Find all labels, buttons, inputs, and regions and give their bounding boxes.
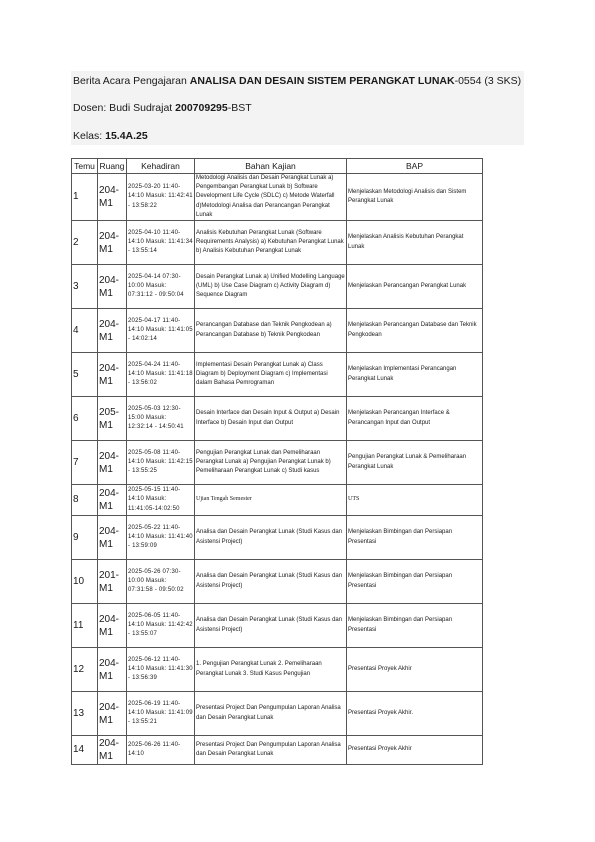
table-row <box>72 265 483 309</box>
attendance-cell: 2025-05-22 11:40-14:10 Masuk: 11:41:40 - 13:59:09 <box>127 516 195 560</box>
room-cell: 204-M1 <box>98 516 127 560</box>
attendance-cell: 2025-05-26 07:30-10:00 Masuk: 07:31:58 - 09:50:02 <box>127 560 195 604</box>
topic-cell: 1. Pengujian Perangkat Lunak 2. Pemeliharaan Perangkat Lunak 3. Studi Kasus Pengujian <box>195 648 347 692</box>
meeting-number: 1 <box>72 174 98 221</box>
bap-cell: Menjelaskan Analisis Kebutuhan Perangkat Lunak <box>347 221 483 265</box>
teaching-record-table <box>71 158 483 765</box>
room-cell: 204-M1 <box>98 441 127 485</box>
room-cell: 204-M1 <box>98 604 127 648</box>
table-row <box>72 309 483 353</box>
room-cell: 204-M1 <box>98 265 127 309</box>
class-code: 15.4A.25 <box>105 130 148 142</box>
attendance-cell: 2025-04-24 11:40-14:10 Masuk: 11:41:18 - 13:56:02 <box>127 353 195 397</box>
meeting-number: 7 <box>72 441 98 485</box>
room-cell: 205-M1 <box>98 397 127 441</box>
bap-cell: Menjelaskan Perancangan Perangkat Lunak <box>347 265 483 309</box>
report-header <box>71 71 524 145</box>
meeting-number: 12 <box>72 648 98 692</box>
table-header-row <box>72 159 483 174</box>
topic-cell: Metodologi Analisis dan Desain Perangkat Lunak a) Pengembangan Perangkat Lunak b) Software Development Life Cycle (SDLC) c) Metode Waterfall d)Metodologi Analisa dan Perancangan Perangkat Lunak <box>195 174 347 221</box>
topic-cell: Presentasi Project Dan Pengumpulan Laporan Analisa dan Desain Perangkat Lunak <box>195 692 347 736</box>
topic-cell: Desain Perangkat Lunak a) Unified Modelling Language (UML) b) Use Case Diagram c) Activity Diagram d) Sequence Diagram <box>195 265 347 309</box>
topic-cell: Ujian Tengah Semester <box>195 485 347 516</box>
attendance-cell: 2025-03-20 11:40-14:10 Masuk: 11:42:41 - 13:58:22 <box>127 174 195 221</box>
bap-cell: Menjelaskan Bimbingan dan Persiapan Presentasi <box>347 516 483 560</box>
room-cell: 204-M1 <box>98 485 127 516</box>
bap-cell: Menjelaskan Perancangan Interface & Perancangan Input dan Output <box>347 397 483 441</box>
report-title: Berita Acara Pengajaran ANALISA DAN DESAIN SISTEM PERANGKAT LUNAK-0554 (3 SKS) <box>73 75 522 87</box>
topic-cell: Implementasi Desain Perangkat Lunak a) Class Diagram b) Deployment Diagram c) Implementasi dalam Bahasa Pemrograman <box>195 353 347 397</box>
attendance-cell: 2025-06-26 11:40-14:10 <box>127 736 195 765</box>
bap-cell: Presentasi Proyek Akhir <box>347 736 483 765</box>
table-row <box>72 516 483 560</box>
attendance-cell: 2025-05-08 11:40-14:10 Masuk: 11:42:15 - 13:55:25 <box>127 441 195 485</box>
attendance-cell: 2025-05-03 12:30-15:00 Masuk: 12:32:14 - 14:50:41 <box>127 397 195 441</box>
table-row <box>72 174 483 221</box>
meeting-number: 13 <box>72 692 98 736</box>
attendance-cell: 2025-06-19 11:40-14:10 Masuk: 11:41:09 - 13:55:21 <box>127 692 195 736</box>
topic-cell: Analisa dan Desain Perangkat Lunak (Studi Kasus dan Asistensi Project) <box>195 560 347 604</box>
col-header-bahan-kajian: Bahan Kajian <box>195 159 347 174</box>
topic-cell: Analisa dan Desain Perangkat Lunak (Studi Kasus dan Asistensi Project) <box>195 516 347 560</box>
table-row <box>72 692 483 736</box>
topic-cell: Desain Interface dan Desain Input & Output a) Desain Interface b) Desain Input dan Output <box>195 397 347 441</box>
table-row <box>72 221 483 265</box>
attendance-cell: 2025-04-14 07:30-10:00 Masuk: 07:31:12 - 09:50:04 <box>127 265 195 309</box>
table-row <box>72 353 483 397</box>
table-row <box>72 397 483 441</box>
col-header-bap: BAP <box>347 159 483 174</box>
attendance-cell: 2025-04-10 11:40-14:10 Masuk: 11:41:34 - 13:55:14 <box>127 221 195 265</box>
course-name: ANALISA DAN DESAIN SISTEM PERANGKAT LUNAK <box>189 75 455 87</box>
meeting-number: 2 <box>72 221 98 265</box>
room-cell: 204-M1 <box>98 353 127 397</box>
room-cell: 204-M1 <box>98 221 127 265</box>
col-header-kehadiran: Kehadiran <box>127 159 195 174</box>
meeting-number: 6 <box>72 397 98 441</box>
meeting-number: 5 <box>72 353 98 397</box>
col-header-ruang: Ruang <box>98 159 127 174</box>
topic-cell: Presentasi Project Dan Pengumpulan Laporan Analisa dan Desain Perangkat Lunak <box>195 736 347 765</box>
table-row <box>72 485 483 516</box>
bap-cell: Presentasi Proyek Akhir <box>347 648 483 692</box>
topic-cell: Pengujian Perangkat Lunak dan Pemeliharaan Perangkat Lunak a) Pengujian Perangkat Lunak b) Pemeliharaan Perangkat Lunak c) Studi kasus <box>195 441 347 485</box>
meeting-number: 14 <box>72 736 98 765</box>
col-header-temu: Temu <box>72 159 98 174</box>
meeting-number: 4 <box>72 309 98 353</box>
meeting-number: 11 <box>72 604 98 648</box>
topic-cell: Perancangan Database dan Teknik Pengkodean a) Perancangan Database b) Teknik Pengkodean <box>195 309 347 353</box>
meeting-number: 9 <box>72 516 98 560</box>
room-cell: 201-M1 <box>98 560 127 604</box>
bap-cell: Menjelaskan Perancangan Database dan Teknik Pengkodean <box>347 309 483 353</box>
attendance-cell: 2025-05-15 11:40-14:10 Masuk: 11:41:05-14:02:50 <box>127 485 195 516</box>
bap-cell: Menjelaskan Bimbingan dan Persiapan Presentasi <box>347 604 483 648</box>
table-row <box>72 560 483 604</box>
bap-cell: Menjelaskan Bimbingan dan Persiapan Presentasi <box>347 560 483 604</box>
topic-cell: Analisa dan Desain Perangkat Lunak (Studi Kasus dan Asistensi Project) <box>195 604 347 648</box>
class-line: Kelas: 15.4A.25 <box>73 130 148 142</box>
room-cell: 204-M1 <box>98 692 127 736</box>
table-row <box>72 648 483 692</box>
bap-cell: Presentasi Proyek Akhir. <box>347 692 483 736</box>
table-row <box>72 604 483 648</box>
table-row <box>72 736 483 765</box>
topic-cell: Analisis Kebutuhan Perangkat Lunak (Software Requirements Analysis) a) Kebutuhan Perangkat Lunak b) Analisis Kebutuhan Perangkat Lunak <box>195 221 347 265</box>
room-cell: 204-M1 <box>98 309 127 353</box>
bap-cell: Pengujian Perangkat Lunak & Pemeliharaan Perangkat Lunak <box>347 441 483 485</box>
table-row <box>72 441 483 485</box>
room-cell: 204-M1 <box>98 648 127 692</box>
bap-cell: UTS <box>347 485 483 516</box>
room-cell: 204-M1 <box>98 174 127 221</box>
meeting-number: 8 <box>72 485 98 516</box>
bap-cell: Menjelaskan Implementasi Perancangan Perangkat Lunak <box>347 353 483 397</box>
lecturer-line: Dosen: Budi Sudrajat 200709295-BST <box>73 102 252 114</box>
lecturer-id: 200709295 <box>175 102 228 114</box>
attendance-cell: 2025-04-17 11:40-14:10 Masuk: 11:41:05 - 14:02:14 <box>127 309 195 353</box>
room-cell: 204-M1 <box>98 736 127 765</box>
meeting-number: 10 <box>72 560 98 604</box>
attendance-cell: 2025-06-12 11:40-14:10 Masuk: 11:41:30 - 13:56:39 <box>127 648 195 692</box>
meeting-number: 3 <box>72 265 98 309</box>
bap-cell: Menjelaskan Metodologi Analisis dan Sistem Perangkat Lunak <box>347 174 483 221</box>
attendance-cell: 2025-06-05 11:40-14:10 Masuk: 11:42:42 - 13:55:07 <box>127 604 195 648</box>
